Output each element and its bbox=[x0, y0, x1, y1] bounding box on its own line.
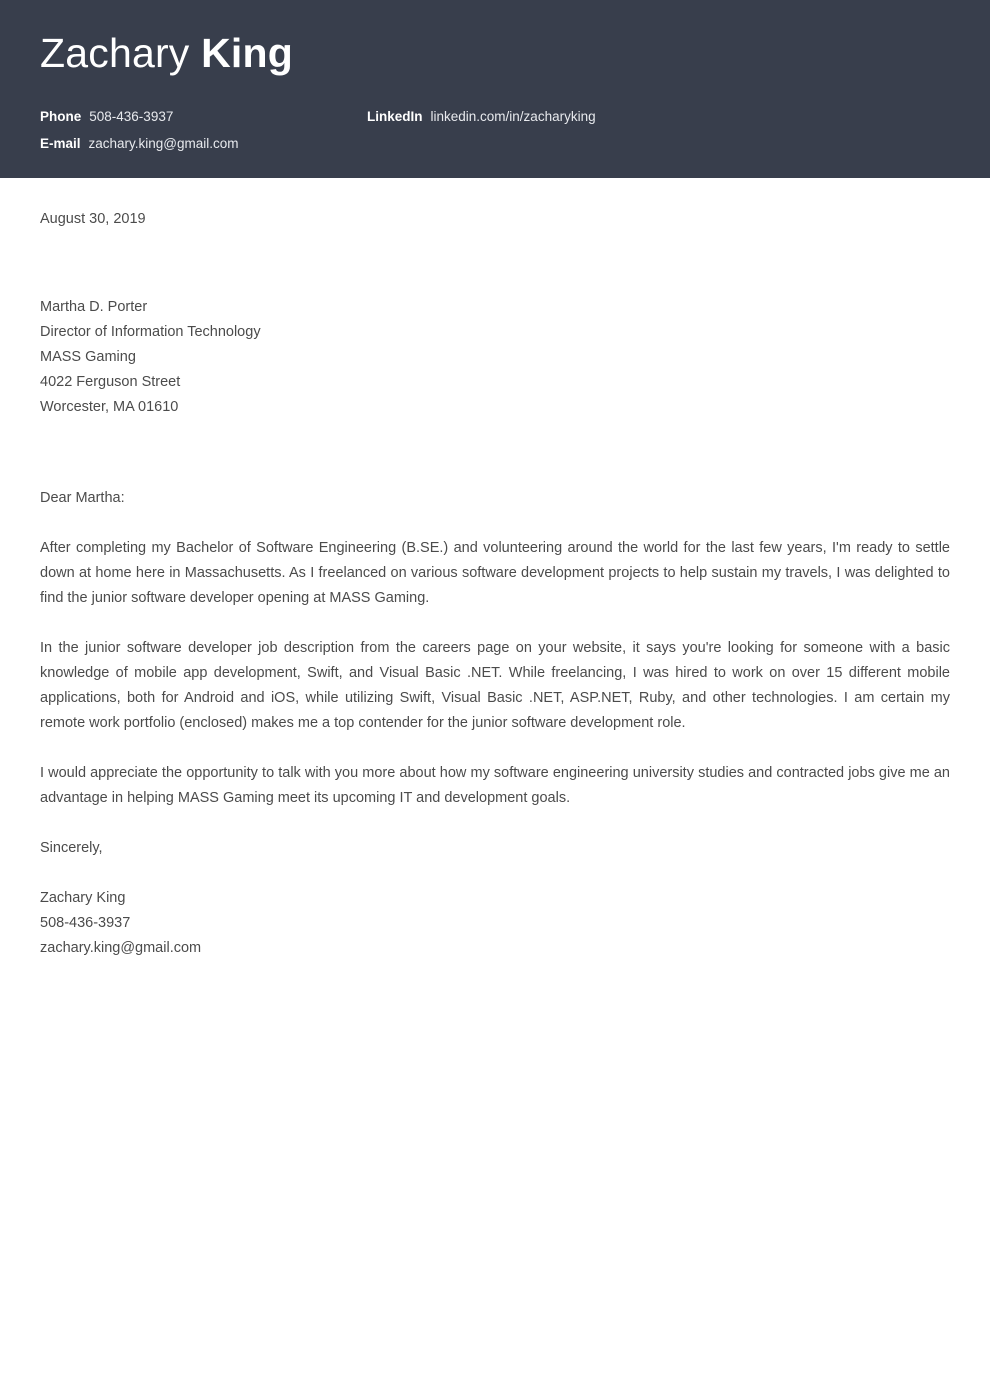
contact-linkedin bbox=[367, 109, 596, 124]
email-label: E-mail bbox=[40, 136, 81, 152]
recipient-title: Director of Information Technology bbox=[40, 324, 261, 340]
letter-paragraphs bbox=[40, 536, 950, 811]
first-name: Zachary bbox=[40, 30, 190, 76]
recipient-company: MASS Gaming bbox=[40, 349, 136, 365]
last-name: King bbox=[201, 30, 293, 76]
paragraph-3: I would appreciate the opportunity to talk with you more about how my software engineering university studies and contracted jobs give me an advantage in helping MASS Gaming meet its upcoming IT and development goals. bbox=[40, 765, 950, 806]
contact-phone bbox=[40, 109, 367, 124]
email-value[interactable]: zachary.king@gmail.com bbox=[88, 136, 239, 152]
page-title bbox=[40, 32, 950, 75]
paragraph-1: After completing my Bachelor of Software Engineering (B.SE.) and volunteering around the world for the last few years, I'm ready to settle down at home here in Massachusetts. As I freelanced on various software development projects to help sustain my travels, I was delighted to find the junior software developer opening at MASS Gaming. bbox=[40, 540, 950, 606]
recipient-address-block bbox=[40, 295, 950, 420]
letterhead-header bbox=[0, 0, 990, 178]
signature-block bbox=[40, 886, 950, 961]
paragraph-2: In the junior software developer job description from the careers page on your website, it says you're looking for someone with a basic knowledge of mobile app development, Swift, and Visual Basic .NET. While freelancing, I was hired to work on over 15 different mobile applications, both for Android and iOS, while utilizing Swift, Visual Basic .NET, ASP.NET, Ruby, and other technologies. I am certain my remote work portfolio (enclosed) makes me a top contender for the junior software development role. bbox=[40, 640, 950, 731]
linkedin-label: LinkedIn bbox=[367, 109, 423, 125]
salutation: Dear Martha: bbox=[40, 490, 125, 506]
linkedin-value[interactable]: linkedin.com/in/zacharyking bbox=[430, 109, 596, 125]
letter-date: August 30, 2019 bbox=[40, 211, 146, 227]
phone-value[interactable]: 508-436-3937 bbox=[89, 109, 174, 125]
signature-phone: 508-436-3937 bbox=[40, 915, 131, 931]
letter-body bbox=[0, 209, 990, 961]
contact-details bbox=[40, 109, 950, 151]
contact-row-primary bbox=[40, 109, 950, 124]
phone-label: Phone bbox=[40, 109, 82, 125]
contact-row-secondary bbox=[40, 136, 950, 151]
signature-name: Zachary King bbox=[40, 890, 126, 906]
recipient-street: 4022 Ferguson Street bbox=[40, 374, 181, 390]
contact-email bbox=[40, 136, 367, 151]
recipient-name: Martha D. Porter bbox=[40, 299, 148, 315]
signature-email: zachary.king@gmail.com bbox=[40, 940, 202, 956]
closing-salutation: Sincerely, bbox=[40, 840, 103, 856]
recipient-city-state-zip: Worcester, MA 01610 bbox=[40, 399, 179, 415]
